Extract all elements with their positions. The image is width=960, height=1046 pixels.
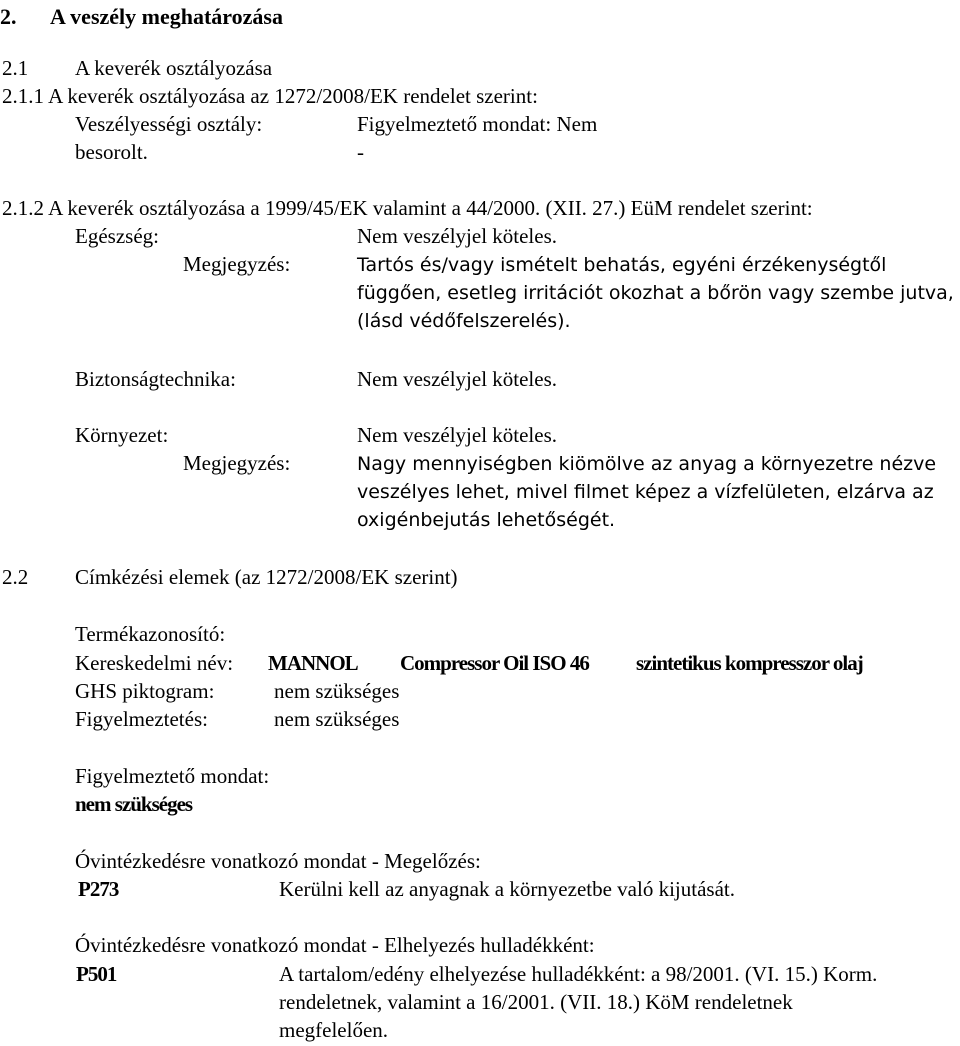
health-note-label: Megjegyzés: <box>183 252 291 276</box>
product-id-label: Termékazonosító: <box>75 622 226 646</box>
signal-word-value: nem szükséges <box>274 707 400 731</box>
environment-note-label: Megjegyzés: <box>183 451 291 475</box>
ghs-label: GHS piktogram: <box>75 679 215 703</box>
p501-code: P501 <box>76 962 117 986</box>
labelling-title: Címkézési elemek (az 1272/2008/EK szerint) <box>75 565 458 589</box>
health-value: Nem veszélyjel köteles. <box>357 224 558 248</box>
hazard-statement-label: Figyelmeztető mondat: <box>75 764 270 788</box>
health-note-line: Tartós és/vagy ismételt behatás, egyéni érzékenységtől <box>357 254 887 276</box>
safety-value: Nem veszélyjel köteles. <box>357 367 558 391</box>
environment-note-line: oxigénbejutás lehetőségét. <box>357 509 616 531</box>
p273-code: P273 <box>78 877 119 901</box>
product-description: szintetikus kompresszor olaj <box>636 651 863 675</box>
p501-text-line: rendeletnek, valamint a 16/2001. (VII. 18.) KöM rendeletnek <box>279 990 793 1014</box>
health-note-line: (lásd védőfelszerelés). <box>357 310 571 332</box>
environment-label: Környezet: <box>75 423 169 447</box>
environment-value: Nem veszélyjel köteles. <box>357 423 558 447</box>
section-number: 2. <box>0 4 17 29</box>
p501-text-line: megfelelően. <box>279 1018 389 1042</box>
product-name: Compressor Oil ISO 46 <box>400 651 589 675</box>
health-note-line: függően, esetleg irritációt okozhat a bőrön vagy szembe jutva, <box>357 282 954 304</box>
warning-label: Figyelmeztető mondat: Nem <box>357 112 598 136</box>
classification-2-heading: 2.1.2 A keverék osztályozása a 1999/45/EK valamint a 44/2000. (XII. 27.) EüM rendelet szerint: <box>2 196 813 220</box>
hazard-class-label: Veszélyességi osztály: <box>75 112 263 136</box>
disposal-label: Óvintézkedésre vonatkozó mondat - Elhelyezés hulladékként: <box>75 933 595 957</box>
hazard-class-value: besorolt. <box>75 140 148 164</box>
safety-label: Biztonságtechnika: <box>75 367 236 391</box>
p273-text: Kerülni kell az anyagnak a környezetbe való kijutását. <box>279 877 735 901</box>
ghs-value: nem szükséges <box>274 679 400 703</box>
p501-text-line: A tartalom/edény elhelyezése hulladékként: a 98/2001. (VI. 15.) Korm. <box>279 962 878 986</box>
section-title: A veszély meghatározása <box>50 4 283 29</box>
health-label: Egészség: <box>75 224 159 248</box>
labelling-number: 2.2 <box>2 565 29 589</box>
brand-name: MANNOL <box>268 651 358 675</box>
subsection-number: 2.1 <box>2 56 29 80</box>
environment-note-line: Nagy mennyiségben kiömölve az anyag a környezetre nézve <box>357 453 937 475</box>
classification-heading: 2.1.1 A keverék osztályozása az 1272/2008/EK rendelet szerint: <box>2 84 538 108</box>
hazard-statement-value: nem szükséges <box>75 792 193 816</box>
prevention-label: Óvintézkedésre vonatkozó mondat - Megelőzés: <box>75 849 481 873</box>
subsection-title: A keverék osztályozása <box>75 56 273 80</box>
warning-value: - <box>357 140 364 164</box>
environment-note-line: veszélyes lehet, mivel filmet képez a vízfelületen, elzárva az <box>357 481 934 503</box>
trade-name-label: Kereskedelmi név: <box>75 651 234 675</box>
signal-word-label: Figyelmeztetés: <box>75 707 208 731</box>
